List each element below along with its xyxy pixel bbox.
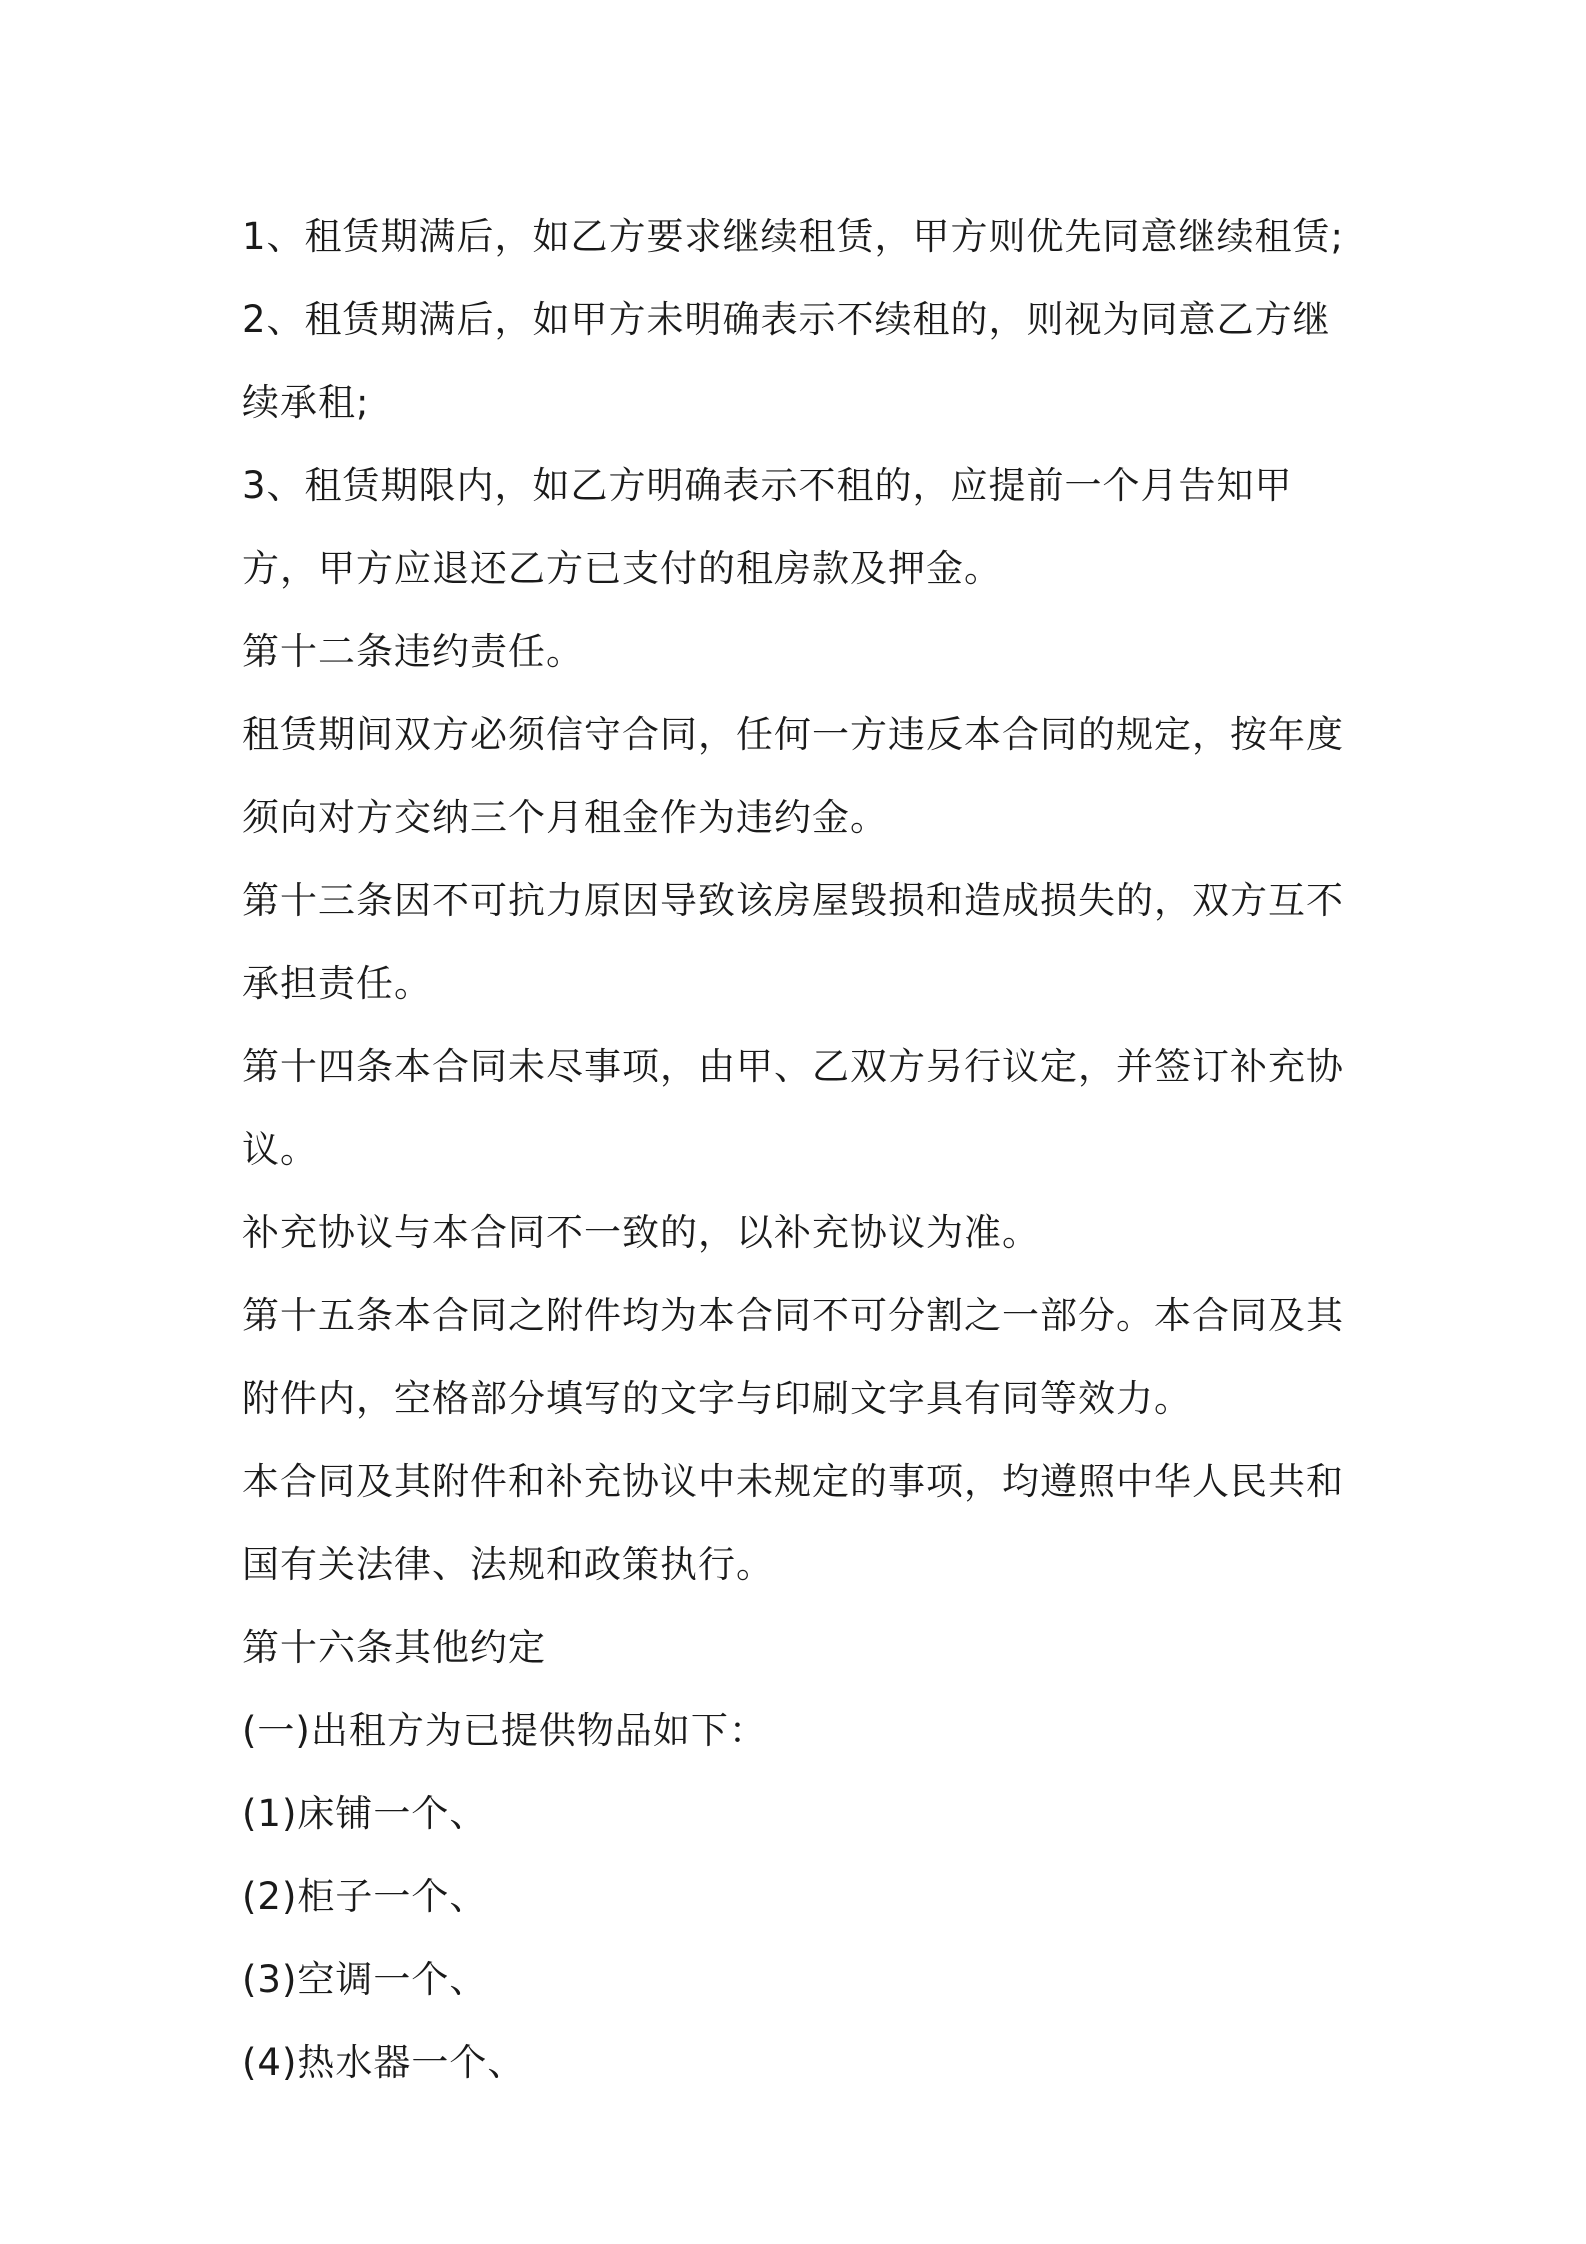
article-13-force-majeure: 第十三条因不可抗力原因导致该房屋毁损和造成损失的，双方互不承担责任。 [242,879,1344,1005]
article-15-attachments: 第十五条本合同之附件均为本合同不可分割之一部分。本合同及其附件内，空格部分填写的文字与印刷文字具有同等效力。 [242,1294,1344,1420]
paragraph-applicable-law: 本合同及其附件和补充协议中未规定的事项，均遵照中华人民共和国有关法律、法规和政策执行。 [242,1460,1344,1586]
paragraph-renewal-priority: 1、租赁期满后，如乙方要求继续租赁，甲方则优先同意继续租赁; [242,215,1345,258]
paragraph-early-termination: 3、租赁期限内，如乙方明确表示不租的，应提前一个月告知甲方，甲方应退还乙方已支付的租房款及押金。 [242,464,1293,590]
list-item-air-conditioner: (3)空调一个、 [242,1958,488,2001]
list-item-water-heater: (4)热水器一个、 [242,2041,526,2084]
paragraph-breach-liability: 租赁期间双方必须信守合同，任何一方违反本合同的规定，按年度须向对方交纳三个月租金作为违约金。 [242,713,1344,839]
document-body [242,195,1362,2104]
article-12-heading: 第十二条违约责任。 [242,630,584,673]
article-14-unresolved-matters: 第十四条本合同未尽事项，由甲、乙双方另行议定，并签订补充协议。 [242,1045,1344,1171]
paragraph-provided-items-intro: (一)出租方为已提供物品如下： [242,1709,767,1752]
article-16-heading: 第十六条其他约定 [242,1626,546,1669]
paragraph-renewal-default: 2、租赁期满后，如甲方未明确表示不续租的，则视为同意乙方继续承租; [242,298,1331,424]
list-item-bed: (1)床铺一个、 [242,1792,488,1835]
list-item-cabinet: (2)柜子一个、 [242,1875,488,1918]
paragraph-supplementary-precedence: 补充协议与本合同不一致的，以补充协议为准。 [242,1211,1040,1254]
